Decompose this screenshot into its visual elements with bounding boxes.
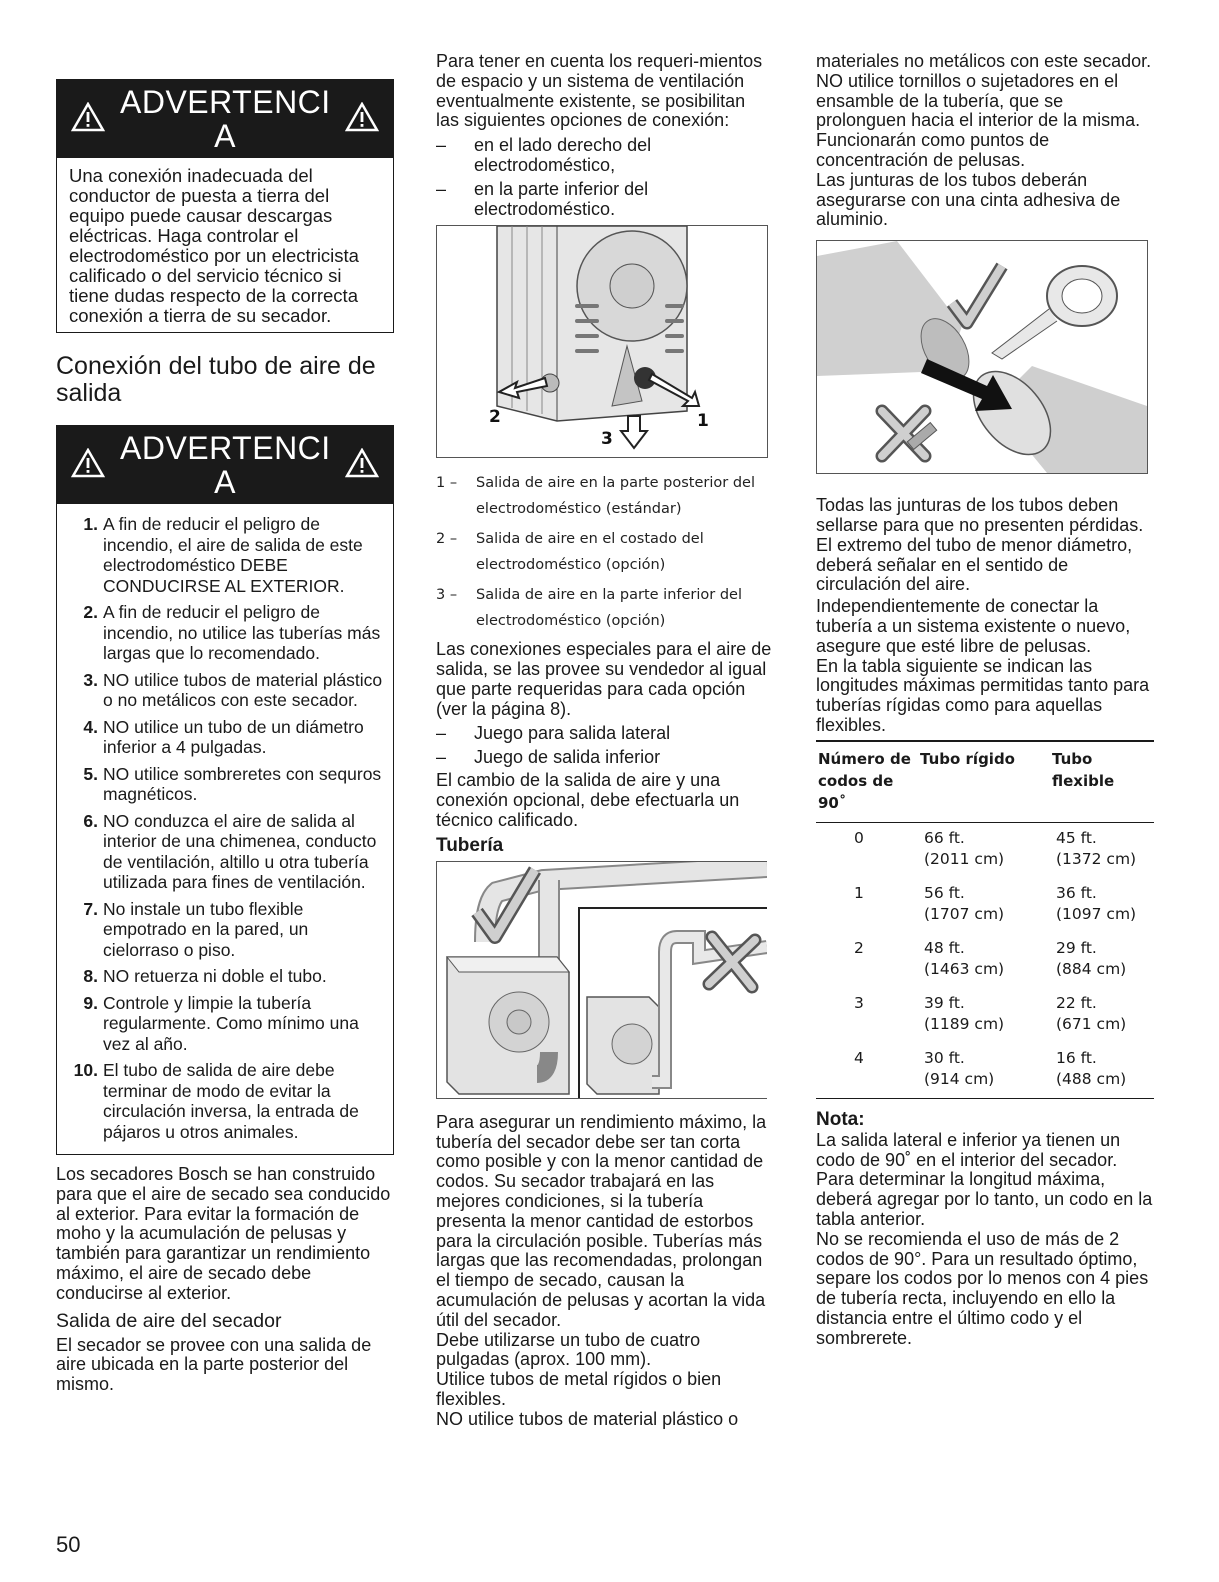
paragraph-four-inch: Debe utilizarse un tubo de cuatro pulgadas (aprox. 100 mm).	[436, 1329, 701, 1370]
warning-header	[57, 426, 393, 504]
dash-bullet: –	[436, 179, 447, 200]
paragraph-continued: materiales no metálicos con este secador.	[816, 51, 1152, 71]
table-header-flexible: Tubo flexible	[1050, 741, 1154, 823]
caption-item	[436, 470, 772, 522]
pipe-joint-figure	[816, 240, 1148, 474]
table-cell: 2	[854, 938, 864, 957]
cell-cm: (1463 cm)	[924, 959, 1005, 978]
item-text: El tubo de salida de aire debe terminar de modo de evitar la circulación inversa, la entrada de pájaros u otros animales.	[103, 1060, 359, 1142]
table-cell	[1050, 988, 1154, 1043]
cell-ft: 39 ft.	[924, 993, 965, 1012]
section-title: Conexión del tubo de aire de salida	[56, 352, 376, 407]
table-header-row	[816, 741, 1154, 823]
table-cell: 0	[854, 828, 864, 847]
list-item	[61, 1060, 385, 1142]
cell-ft: 30 ft.	[924, 1048, 965, 1067]
list-item	[61, 670, 385, 711]
item-number: 10.	[73, 1060, 98, 1080]
table-cell: 1	[854, 883, 864, 902]
item-text: A fin de reducir el peligro de incendio, el aire de salida de este electrodoméstico DEBE CONDUCIRSE AL EXTERIOR.	[103, 514, 363, 596]
paragraph-screws: NO utilice tornillos o sujetadores en el ensamble de la tubería, que se prolonguen hacia el interior de la misma. Funcionarán como puntos de concentración de pelusas.	[816, 70, 1141, 170]
caption-text: Salida de aire en la parte inferior del electrodoméstico (opción)	[476, 587, 743, 630]
dash-bullet: –	[436, 723, 447, 744]
item-number: 3.	[83, 669, 98, 690]
caption-number: 1 –	[436, 475, 458, 492]
warning-title: ADVERTENCI A	[120, 430, 331, 500]
list-item	[61, 966, 385, 987]
item-text: NO conduzca el aire de salida al interior de una chimenea, conducto de ventilación, altillo u otra tubería utilizada para fines de ventilación.	[103, 810, 377, 892]
cell-cm: (1189 cm)	[924, 1014, 1005, 1033]
warning-triangle-icon	[71, 102, 105, 132]
table-cell	[918, 988, 1050, 1043]
middle-column	[436, 52, 772, 1430]
figure-label: 3	[601, 429, 613, 450]
list-item	[61, 811, 385, 893]
list-item	[61, 602, 385, 664]
warning-title: ADVERTENCI A	[120, 84, 331, 154]
table-cell	[1050, 822, 1154, 878]
cell-cm: (914 cm)	[924, 1069, 995, 1088]
paragraph-table-intro: En la tabla siguiente se indican las longitudes máximas permitidas tanto para tuberías rígidas como para aquellas flexibles.	[816, 655, 1150, 735]
item-number: 9.	[83, 992, 98, 1013]
list-item	[61, 993, 385, 1055]
caption-number: 3 –	[436, 587, 458, 604]
cell-ft: 22 ft.	[1056, 993, 1097, 1012]
warning-triangle-icon	[345, 448, 379, 478]
dryer-rear-illustration	[437, 226, 767, 457]
kit-item	[436, 747, 772, 767]
list-item	[61, 899, 385, 961]
list-item	[61, 764, 385, 805]
cell-ft: 48 ft.	[924, 938, 965, 957]
cell-cm: (671 cm)	[1056, 1014, 1127, 1033]
table-cell	[918, 933, 1050, 988]
table-cell	[1050, 878, 1154, 933]
table-cell	[918, 1043, 1050, 1099]
subheading-tuberia: Tubería	[436, 834, 504, 856]
item-text: NO utilice sombreretes con sequros magnéticos.	[103, 763, 382, 804]
paragraph-special-connections: Las conexiones especiales para el aire de salida, se las provee su vendedor al igual que parte requeridas para cada opción (ver la página 8).	[436, 639, 772, 719]
option-item	[436, 135, 772, 175]
warning-box-grounding	[56, 79, 394, 333]
warning-header	[57, 80, 393, 158]
cell-cm: (1372 cm)	[1056, 849, 1137, 868]
table-row	[816, 933, 1154, 988]
table-row	[816, 1043, 1154, 1099]
caption-text: Salida de aire en el costado del electrodoméstico (opción)	[476, 531, 704, 574]
cell-ft: 16 ft.	[1056, 1048, 1097, 1067]
figure-label: 1	[697, 411, 709, 432]
option-text: en la parte inferior del electrodoméstico.	[474, 179, 649, 220]
note-paragraph-1: La salida lateral e inferior ya tienen un codo de 90˚ en el interior del secador. Para determinar la longitud máxima, deberá agregar por lo tanto, un codo en la tabla anterior.	[816, 1129, 1153, 1229]
paragraph-outlet: El secador se provee con una salida de aire ubicada en la parte posterior del mismo.	[56, 1334, 372, 1395]
list-item	[61, 514, 385, 596]
dash-bullet: –	[436, 747, 447, 768]
caption-number: 2 –	[436, 531, 458, 548]
option-item	[436, 179, 772, 219]
option-text: en el lado derecho del electrodoméstico,	[474, 135, 652, 176]
item-number: 5.	[83, 763, 98, 784]
cell-cm: (1707 cm)	[924, 904, 1005, 923]
table-row	[816, 988, 1154, 1043]
item-number: 2.	[83, 602, 98, 622]
paragraph-no-plastic: NO utilice tubos de material plástico o	[436, 1408, 739, 1429]
right-column	[816, 52, 1156, 1349]
cell-cm: (2011 cm)	[924, 849, 1005, 868]
cell-ft: 56 ft.	[924, 883, 965, 902]
cell-cm: (884 cm)	[1056, 959, 1127, 978]
cell-ft: 66 ft.	[924, 828, 965, 847]
ducting-figure	[436, 861, 767, 1099]
item-text: NO utilice un tubo de un diámetro inferior a 4 pulgadas.	[103, 716, 364, 757]
item-number: 7.	[83, 898, 98, 919]
item-number: 6.	[83, 810, 98, 831]
list-item	[61, 717, 385, 758]
paragraph-independent: Independientemente de conectar la tubería a un sistema existente o nuevo, asegure que esté libre de pelusas.	[816, 596, 1131, 656]
cell-ft: 45 ft.	[1056, 828, 1097, 847]
item-text: NO utilice tubos de material plástico o no metálicos con este secador.	[103, 669, 383, 710]
table-cell	[1050, 1043, 1154, 1099]
dash-bullet: –	[436, 135, 447, 156]
figure-captions	[436, 470, 772, 634]
dryer-rear-figure	[436, 225, 768, 458]
cell-cm: (1097 cm)	[1056, 904, 1137, 923]
paragraph-intro: Para tener en cuenta los requeri-mientos de espacio y un sistema de ventilación eventualmente existente, se posibilitan las siguientes opciones de conexión:	[436, 51, 763, 131]
figure-label: 2	[489, 407, 501, 428]
table-row	[816, 822, 1154, 878]
item-text: No instale un tubo flexible empotrado en la pared, un cielorraso o piso.	[103, 898, 309, 960]
item-number: 1.	[83, 514, 98, 534]
pipe-joint-illustration	[817, 241, 1147, 473]
table-row	[816, 878, 1154, 933]
kit-text: Juego de salida inferior	[474, 747, 661, 768]
paragraph-exterior: Los secadores Bosch se han construido para que el aire de secado sea conducido al exterior. Para evitar la formación de moho y la acumulación de pelusas y también para garantizar un rendimiento máximo, el aire de secado debe conducirse al exterior.	[56, 1164, 391, 1303]
ducting-illustration	[437, 862, 767, 1098]
item-text: A fin de reducir el peligro de incendio, no utilice las tuberías más largas que lo recomendado.	[103, 602, 381, 663]
paragraph-tape: Las junturas de los tubos deberán asegurarse con una cinta adhesiva de aluminio.	[816, 169, 1121, 230]
length-table	[816, 740, 1154, 1099]
table-cell	[918, 878, 1050, 933]
item-number: 8.	[83, 966, 98, 986]
table-cell: 4	[816, 1043, 918, 1099]
warning-triangle-icon	[71, 448, 105, 478]
caption-item	[436, 526, 772, 578]
table-cell	[918, 822, 1050, 878]
kit-item	[436, 723, 772, 743]
cell-ft: 36 ft.	[1056, 883, 1097, 902]
paragraph-metal: Utilice tubos de metal rígidos o bien flexibles.	[436, 1369, 722, 1409]
note-paragraph-2: No se recomienda el uso de más de 2 codos de 90°. Para un resultado óptimo, separe los codos por lo menos con 4 pies de tubería recta, incluyendo en ello la distancia entre el último codo y el sombrerete.	[816, 1228, 1149, 1348]
item-text: Controle y limpie la tubería regularmente. Como mínimo una vez al año.	[103, 992, 359, 1054]
paragraph-seal: Todas las junturas de los tubos deben sellarse para que no presenten pérdidas. El extremo del tubo de menor diámetro, deberá señalar en el sentido de circulación del aire.	[816, 495, 1144, 595]
paragraph-performance: Para asegurar un rendimiento máximo, la tubería del secador debe ser tan corta como posible y con la menor cantidad de codos. Su secador trabajará en las mejores condiciones, si la tubería presenta la menor cantidad de estorbos para la circulación posible. Tuberías más largas que las recomendadas, prolongan el tiempo de secado, causan la acumulación de pelusas y acortan la vida útil del secador.	[436, 1111, 767, 1330]
table-header-elbows: Número de codos de 90˚	[816, 741, 918, 823]
warning-triangle-icon	[345, 102, 379, 132]
paragraph-technician: El cambio de la salida de aire y una conexión opcional, debe efectuarla un técnico calificado.	[436, 770, 740, 830]
left-column	[56, 52, 394, 1395]
cell-cm: (488 cm)	[1056, 1069, 1127, 1088]
table-cell	[1050, 933, 1154, 988]
caption-text: Salida de aire en la parte posterior del electrodoméstico (estándar)	[476, 475, 755, 518]
cell-ft: 29 ft.	[1056, 938, 1097, 957]
note-heading: Nota:	[816, 1108, 865, 1130]
table-cell: 3	[854, 993, 864, 1012]
item-number: 4.	[83, 716, 98, 737]
page-number: 50	[56, 1532, 81, 1557]
table-header-rigid: Tubo rígido	[918, 741, 1050, 823]
item-text: NO retuerza ni doble el tubo.	[103, 966, 327, 986]
kit-text: Juego para salida lateral	[474, 723, 671, 744]
warning-list	[57, 504, 393, 1154]
warning-box-exhaust	[56, 425, 394, 1155]
caption-item	[436, 582, 772, 634]
subheading-air-outlet: Salida de aire del secador	[56, 1309, 282, 1332]
warning-text: Una conexión inadecuada del conductor de puesta a tierra del equipo puede causar descargas eléctricas. Haga controlar el electrodoméstico por un electricista calificado o del servicio técnico si tiene dudas respecto de la correcta conexión a tierra de su secador.	[69, 165, 359, 326]
